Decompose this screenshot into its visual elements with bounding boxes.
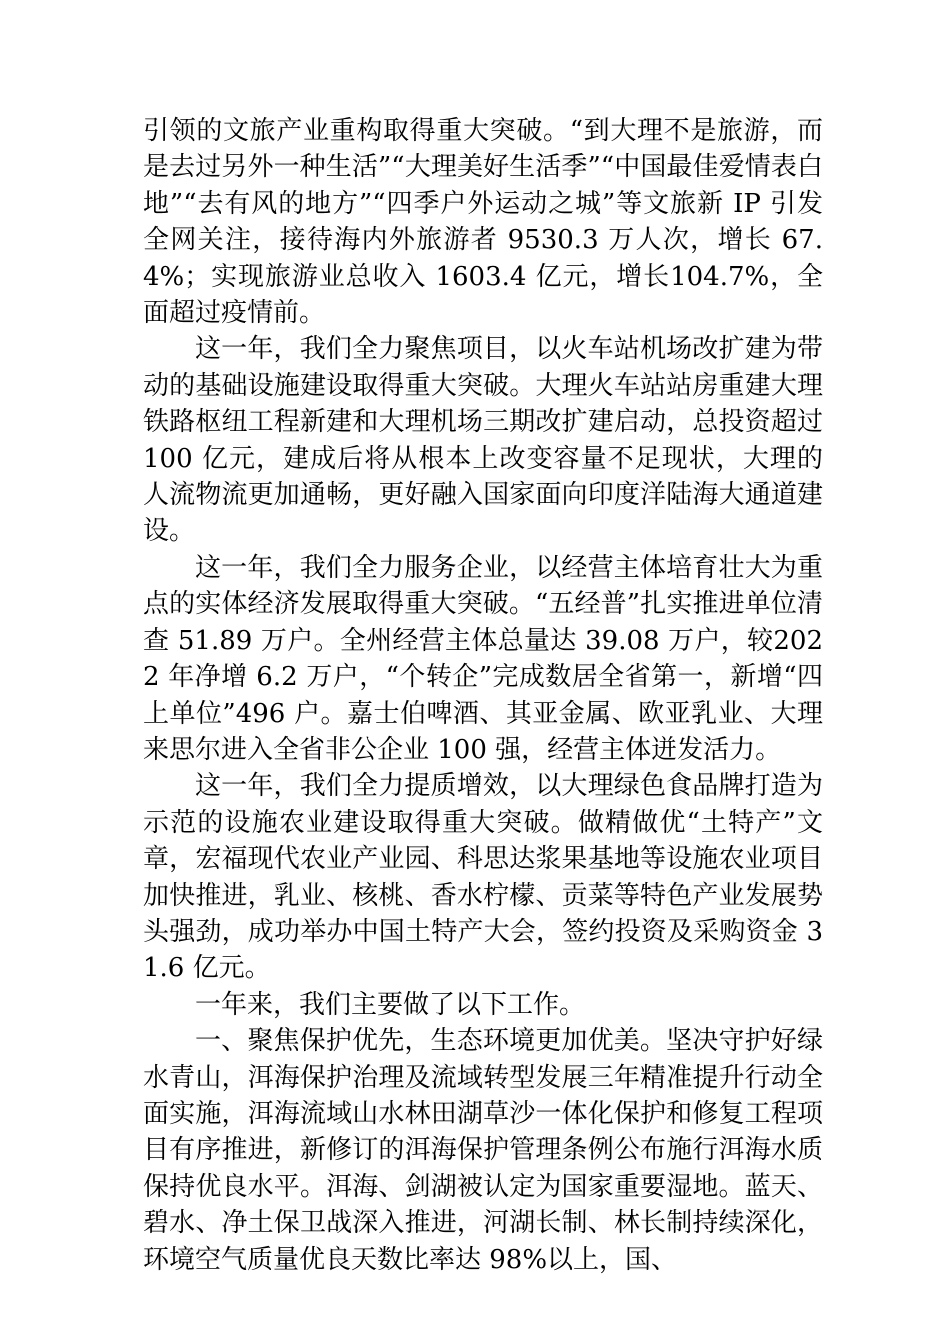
paragraph-ecology: [143, 1023, 823, 1278]
paragraph-enterprise: 这一年，我们全力服务企业，以经营主体培育壮大为重点的实体经济发展取得重大突破。“五经普”扎实推进单位清查 51.89 万户。全州经营主体总量达 39.08 万户，较2022 年净增 6.2 万户，“个转企”完成数居全省第一，新增“四上单位”496 户。嘉士伯啤酒、其亚金属、欧亚乳业、大理来思尔进入全省非公企业 100 强，经营主体迸发活力。: [143, 552, 823, 765]
paragraph-infrastructure: 这一年，我们全力聚焦项目，以火车站机场改扩建为带动的基础设施建设取得重大突破。大理火车站站房重建大理铁路枢纽工程新建和大理机场三期改扩建启动，总投资超过 100 亿元，建成后将从根本上改变容量不足现状，大理的人流物流更加通畅，更好融入国家面向印度洋陆海大通道建设。: [143, 334, 823, 547]
document-body: [143, 113, 823, 1278]
paragraph-tourism: 引领的文旅产业重构取得重大突破。“到大理不是旅游，而是去过另外一种生活”“大理美好生活季”“中国最佳爱情表白地”“去有风的地方”“四季户外运动之城”等文旅新 IP 引发全网关注，接待海内外旅游者 9530.3 万人次，增长 67.4%；实现旅游业总收入 1603.4 亿元，增长104.7%，全面超过疫情前。: [143, 116, 823, 329]
paragraph-ecology-text: 坚决守护好绿水青山，洱海保护治理及流域转型发展三年精准提升行动全面实施，洱海流域山水林田湖草沙一体化保护和修复工程项目有序推进，新修订的洱海保护管理条例公布施行洱海水质保持优良水平。洱海、剑湖被认定为国家重要湿地。蓝天、碧水、净土保卫战深入推进，河湖长制、林长制持续深化，环境空气质量优良天数比率达 98%以上，国、: [143, 1026, 823, 1275]
paragraph-work-intro: 一年来，我们主要做了以下工作。: [195, 989, 586, 1020]
section-heading-ecology: 一、聚焦保护优先，生态环境更加优美。: [195, 1026, 667, 1057]
paragraph-agriculture: 这一年，我们全力提质增效，以大理绿色食品牌打造为示范的设施农业建设取得重大突破。做精做优“土特产”文章，宏福现代农业产业园、科思达浆果基地等设施农业项目加快推进，乳业、核桃、香水柠檬、贡菜等特色产业发展势头强劲，成功举办中国土特产大会，签约投资及采购资金 31.6 亿元。: [143, 771, 823, 984]
